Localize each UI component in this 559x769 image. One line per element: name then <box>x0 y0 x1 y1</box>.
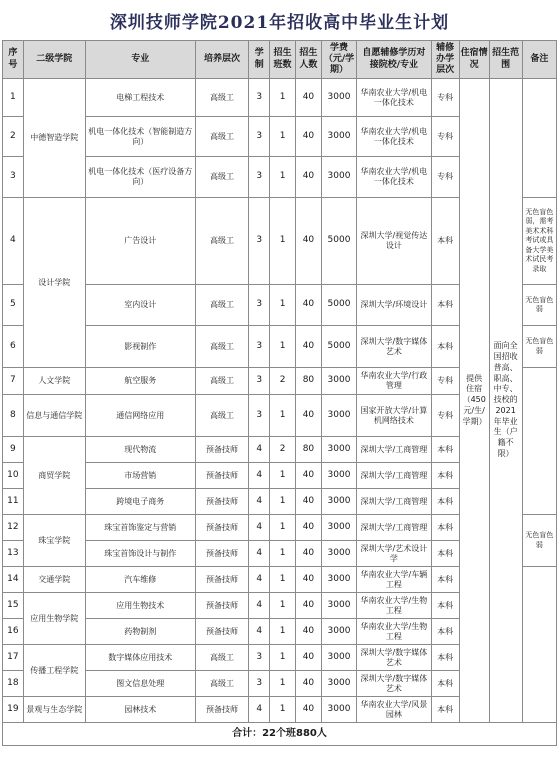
cell-classes: 1 <box>270 541 296 567</box>
cell-classes: 1 <box>270 198 296 285</box>
cell-college: 中德智造学院 <box>23 79 85 198</box>
cell-seq: 18 <box>3 671 24 697</box>
cell-degree: 本科 <box>431 198 459 285</box>
cell-fee: 3000 <box>321 541 356 567</box>
total-row <box>3 723 557 746</box>
cell-classes: 2 <box>270 437 296 463</box>
cell-students: 40 <box>296 697 322 723</box>
cell-partner: 深圳大学/工商管理 <box>357 463 432 489</box>
cell-major: 应用生物技术 <box>85 593 195 619</box>
cell-level: 高级工 <box>195 326 249 368</box>
cell-partner: 深圳大学/数字媒体艺术 <box>357 645 432 671</box>
cell-duration: 3 <box>249 395 270 437</box>
cell-college: 景观与生态学院 <box>23 697 85 723</box>
cell-students: 40 <box>296 541 322 567</box>
header-students: 招生人数 <box>296 41 322 79</box>
cell-degree: 本科 <box>431 645 459 671</box>
cell-classes: 1 <box>270 326 296 368</box>
cell-seq: 15 <box>3 593 24 619</box>
cell-seq: 6 <box>3 326 24 368</box>
cell-duration: 3 <box>249 198 270 285</box>
cell-degree: 本科 <box>431 671 459 697</box>
cell-college: 传播工程学院 <box>23 645 85 697</box>
cell-seq: 12 <box>3 515 24 541</box>
cell-fee: 3000 <box>321 157 356 198</box>
cell-seq: 8 <box>3 395 24 437</box>
cell-students: 40 <box>296 157 322 198</box>
cell-level: 高级工 <box>195 117 249 157</box>
cell-partner: 深圳大学/工商管理 <box>357 489 432 515</box>
cell-seq: 11 <box>3 489 24 515</box>
cell-seq: 7 <box>3 368 24 395</box>
cell-seq: 4 <box>3 198 24 285</box>
cell-seq: 3 <box>3 157 24 198</box>
cell-classes: 1 <box>270 157 296 198</box>
cell-classes: 1 <box>270 593 296 619</box>
cell-seq: 19 <box>3 697 24 723</box>
table-row <box>3 79 557 117</box>
cell-level: 高级工 <box>195 395 249 437</box>
cell-major: 机电一体化技术（智能制造方向） <box>85 117 195 157</box>
cell-major: 室内设计 <box>85 285 195 326</box>
cell-partner: 华南农业大学/行政管理 <box>357 368 432 395</box>
cell-duration: 3 <box>249 326 270 368</box>
cell-major: 机电一体化技术（医疗设备方向） <box>85 157 195 198</box>
cell-partner: 深圳大学/数字媒体艺术 <box>357 671 432 697</box>
cell-seq: 14 <box>3 567 24 593</box>
cell-classes: 1 <box>270 619 296 645</box>
cell-fee: 3000 <box>321 619 356 645</box>
cell-housing: 提供住宿（450元/生/学期） <box>459 79 489 723</box>
cell-duration: 4 <box>249 541 270 567</box>
header-fee: 学费（元/学期） <box>321 41 356 79</box>
cell-classes: 1 <box>270 645 296 671</box>
cell-partner: 深圳大学/环境设计 <box>357 285 432 326</box>
cell-duration: 4 <box>249 489 270 515</box>
cell-partner: 华南农业大学/车辆工程 <box>357 567 432 593</box>
cell-partner: 华南农业大学/机电一体化技术 <box>357 117 432 157</box>
cell-students: 40 <box>296 567 322 593</box>
cell-level: 预备技师 <box>195 697 249 723</box>
cell-fee: 5000 <box>321 285 356 326</box>
cell-partner: 华南农业大学/风景园林 <box>357 697 432 723</box>
table-header-row <box>3 41 557 79</box>
cell-college: 设计学院 <box>23 198 85 368</box>
cell-partner: 华南农业大学/机电一体化技术 <box>357 157 432 198</box>
cell-college: 珠宝学院 <box>23 515 85 567</box>
cell-students: 40 <box>296 79 322 117</box>
cell-fee: 3000 <box>321 671 356 697</box>
cell-classes: 1 <box>270 489 296 515</box>
cell-degree: 本科 <box>431 593 459 619</box>
cell-degree: 专科 <box>431 395 459 437</box>
cell-students: 80 <box>296 437 322 463</box>
cell-seq: 16 <box>3 619 24 645</box>
cell-college: 人文学院 <box>23 368 85 395</box>
cell-fee: 3000 <box>321 117 356 157</box>
cell-duration: 4 <box>249 567 270 593</box>
cell-level: 高级工 <box>195 79 249 117</box>
cell-classes: 1 <box>270 697 296 723</box>
cell-degree: 本科 <box>431 515 459 541</box>
cell-seq: 13 <box>3 541 24 567</box>
cell-level: 高级工 <box>195 368 249 395</box>
cell-level: 预备技师 <box>195 515 249 541</box>
header-partner: 自愿辅修学历对接院校/专业 <box>357 41 432 79</box>
cell-fee: 3000 <box>321 697 356 723</box>
cell-major: 数字媒体应用技术 <box>85 645 195 671</box>
cell-level: 预备技师 <box>195 619 249 645</box>
cell-partner: 深圳大学/数字媒体艺术 <box>357 326 432 368</box>
cell-fee: 3000 <box>321 515 356 541</box>
cell-students: 40 <box>296 395 322 437</box>
cell-classes: 1 <box>270 79 296 117</box>
cell-level: 高级工 <box>195 671 249 697</box>
cell-classes: 1 <box>270 567 296 593</box>
cell-level: 高级工 <box>195 198 249 285</box>
header-classes: 招生班数 <box>270 41 296 79</box>
cell-fee: 3000 <box>321 395 356 437</box>
cell-duration: 3 <box>249 671 270 697</box>
cell-level: 预备技师 <box>195 593 249 619</box>
cell-note: 无色盲色弱 <box>522 285 556 326</box>
cell-partner: 国家开放大学/计算机网络技术 <box>357 395 432 437</box>
cell-classes: 1 <box>270 515 296 541</box>
cell-students: 40 <box>296 117 322 157</box>
header-seq: 序号 <box>3 41 24 79</box>
header-scope: 招生范围 <box>489 41 522 79</box>
header-major: 专业 <box>85 41 195 79</box>
cell-duration: 4 <box>249 437 270 463</box>
total-summary: 合计：22个班880人 <box>3 723 557 746</box>
cell-classes: 1 <box>270 285 296 326</box>
cell-fee: 3000 <box>321 368 356 395</box>
cell-major: 药物制剂 <box>85 619 195 645</box>
cell-level: 高级工 <box>195 285 249 326</box>
cell-duration: 3 <box>249 157 270 198</box>
cell-students: 40 <box>296 198 322 285</box>
cell-major: 通信网络应用 <box>85 395 195 437</box>
cell-degree: 专科 <box>431 368 459 395</box>
cell-seq: 10 <box>3 463 24 489</box>
cell-degree: 专科 <box>431 157 459 198</box>
cell-fee: 3000 <box>321 645 356 671</box>
cell-note <box>522 368 556 515</box>
cell-fee: 3000 <box>321 567 356 593</box>
cell-degree: 专科 <box>431 117 459 157</box>
cell-fee: 3000 <box>321 463 356 489</box>
cell-college: 应用生物学院 <box>23 593 85 645</box>
cell-level: 预备技师 <box>195 541 249 567</box>
cell-note: 无色盲色弱 <box>522 326 556 368</box>
cell-partner: 深圳大学/工商管理 <box>357 437 432 463</box>
cell-students: 40 <box>296 285 322 326</box>
cell-major: 图文信息处理 <box>85 671 195 697</box>
cell-seq: 5 <box>3 285 24 326</box>
cell-note: 无色盲色弱 <box>522 515 556 567</box>
cell-major: 广告设计 <box>85 198 195 285</box>
cell-degree: 本科 <box>431 567 459 593</box>
cell-note <box>522 567 556 723</box>
cell-fee: 3000 <box>321 437 356 463</box>
cell-duration: 3 <box>249 79 270 117</box>
cell-major: 园林技术 <box>85 697 195 723</box>
cell-seq: 17 <box>3 645 24 671</box>
cell-college: 交通学院 <box>23 567 85 593</box>
document-title: 深圳技师学院2021年招收高中毕业生计划 <box>109 12 450 33</box>
cell-major: 影视制作 <box>85 326 195 368</box>
cell-fee: 5000 <box>321 326 356 368</box>
cell-partner: 华南农业大学/生物工程 <box>357 593 432 619</box>
cell-degree: 本科 <box>431 541 459 567</box>
cell-level: 预备技师 <box>195 437 249 463</box>
cell-classes: 1 <box>270 395 296 437</box>
cell-partner: 深圳大学/工商管理 <box>357 515 432 541</box>
cell-major: 汽车维修 <box>85 567 195 593</box>
cell-college: 信息与通信学院 <box>23 395 85 437</box>
cell-degree: 本科 <box>431 619 459 645</box>
cell-students: 40 <box>296 645 322 671</box>
cell-major: 跨境电子商务 <box>85 489 195 515</box>
cell-classes: 1 <box>270 671 296 697</box>
cell-duration: 3 <box>249 285 270 326</box>
cell-scope: 面向全国招收普高、职高、中专、技校的2021年毕业生（户籍不限） <box>489 79 522 723</box>
cell-partner: 华南农业大学/机电一体化技术 <box>357 79 432 117</box>
header-level: 培养层次 <box>195 41 249 79</box>
cell-major: 珠宝首饰鉴定与营销 <box>85 515 195 541</box>
cell-degree: 本科 <box>431 697 459 723</box>
header-housing: 住宿情况 <box>459 41 489 79</box>
header-degree: 辅修办学层次 <box>431 41 459 79</box>
cell-students: 80 <box>296 368 322 395</box>
cell-degree: 本科 <box>431 285 459 326</box>
cell-level: 高级工 <box>195 645 249 671</box>
cell-major: 珠宝首饰设计与制作 <box>85 541 195 567</box>
header-duration: 学制 <box>249 41 270 79</box>
cell-duration: 3 <box>249 368 270 395</box>
cell-note: 无色盲色弱，需考美术术科考试或具备大学美术试民考录取 <box>522 198 556 285</box>
header-note: 备注 <box>522 41 556 79</box>
cell-major: 电梯工程技术 <box>85 79 195 117</box>
cell-level: 预备技师 <box>195 463 249 489</box>
enrollment-plan-table <box>2 40 557 746</box>
cell-students: 40 <box>296 593 322 619</box>
cell-classes: 1 <box>270 463 296 489</box>
cell-major: 市场营销 <box>85 463 195 489</box>
cell-level: 预备技师 <box>195 489 249 515</box>
cell-degree: 本科 <box>431 489 459 515</box>
cell-college: 商贸学院 <box>23 437 85 515</box>
cell-degree: 本科 <box>431 437 459 463</box>
cell-fee: 5000 <box>321 198 356 285</box>
cell-fee: 3000 <box>321 79 356 117</box>
cell-degree: 专科 <box>431 79 459 117</box>
cell-partner: 深圳大学/艺术设计学 <box>357 541 432 567</box>
cell-duration: 4 <box>249 515 270 541</box>
cell-level: 高级工 <box>195 157 249 198</box>
cell-degree: 本科 <box>431 463 459 489</box>
cell-major: 航空服务 <box>85 368 195 395</box>
cell-students: 40 <box>296 463 322 489</box>
cell-fee: 3000 <box>321 489 356 515</box>
cell-partner: 深圳大学/视觉传达设计 <box>357 198 432 285</box>
cell-duration: 4 <box>249 463 270 489</box>
cell-students: 40 <box>296 489 322 515</box>
header-college: 二级学院 <box>23 41 85 79</box>
cell-partner: 华南农业大学/生物工程 <box>357 619 432 645</box>
cell-duration: 3 <box>249 645 270 671</box>
cell-duration: 3 <box>249 117 270 157</box>
cell-duration: 4 <box>249 619 270 645</box>
cell-note <box>522 79 556 198</box>
cell-fee: 3000 <box>321 593 356 619</box>
cell-students: 40 <box>296 515 322 541</box>
cell-degree: 本科 <box>431 326 459 368</box>
cell-seq: 1 <box>3 79 24 117</box>
cell-level: 预备技师 <box>195 567 249 593</box>
cell-seq: 2 <box>3 117 24 157</box>
cell-duration: 4 <box>249 697 270 723</box>
cell-duration: 4 <box>249 593 270 619</box>
cell-students: 40 <box>296 619 322 645</box>
cell-classes: 2 <box>270 368 296 395</box>
cell-students: 40 <box>296 326 322 368</box>
cell-major: 现代物流 <box>85 437 195 463</box>
cell-students: 40 <box>296 671 322 697</box>
cell-seq: 9 <box>3 437 24 463</box>
cell-classes: 1 <box>270 117 296 157</box>
